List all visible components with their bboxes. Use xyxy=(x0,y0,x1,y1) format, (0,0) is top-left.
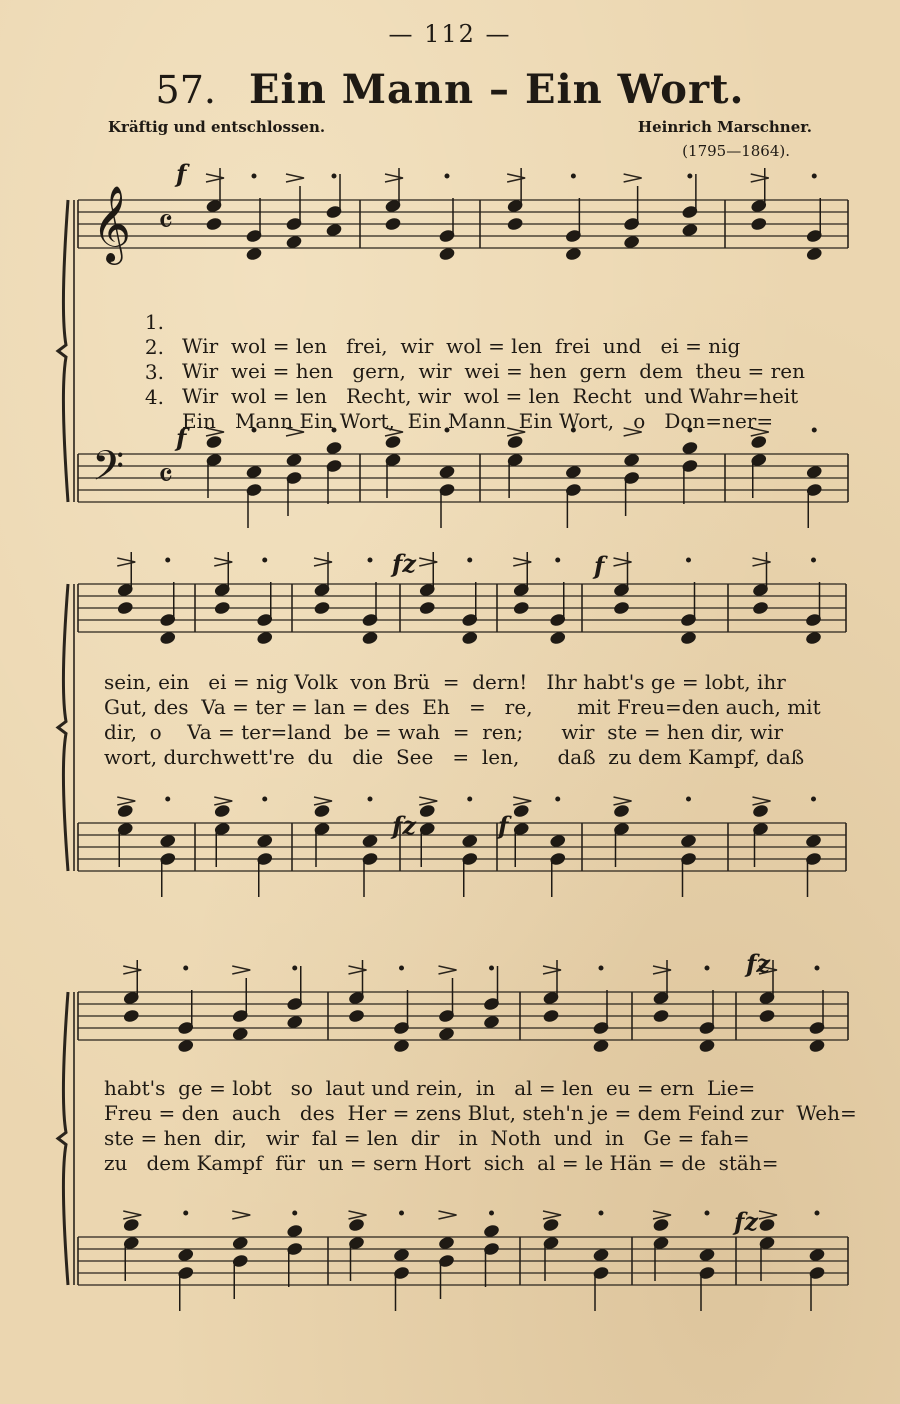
common-time-icon: 𝄴 xyxy=(158,456,174,496)
note-head xyxy=(362,834,379,848)
accent-mark xyxy=(653,1211,671,1219)
note-head xyxy=(461,834,478,848)
note-head xyxy=(806,247,823,261)
accent-mark xyxy=(624,174,642,182)
dynamic-marking: f xyxy=(498,811,509,840)
accent-mark xyxy=(419,797,437,805)
note-head xyxy=(385,435,402,449)
note-head xyxy=(507,435,524,449)
staccato-dot xyxy=(812,428,816,432)
lyric-text: sein, ein ei = nig Volk von Brü = dern! Ihr habt's ge = lobt, ihr xyxy=(104,670,786,694)
note-head xyxy=(348,1009,365,1023)
note-head xyxy=(326,223,343,237)
note-head xyxy=(623,453,640,467)
brace xyxy=(58,992,68,1285)
song-number: 57. xyxy=(155,68,216,112)
note-head xyxy=(653,1218,670,1232)
staccato-dot xyxy=(815,1211,819,1215)
note-head xyxy=(809,1039,826,1053)
note-head xyxy=(483,1015,500,1029)
accent-mark xyxy=(286,174,304,182)
note-head xyxy=(680,631,697,645)
accent-mark xyxy=(232,1211,250,1219)
accent-mark xyxy=(385,174,403,182)
accent-mark xyxy=(753,797,771,805)
note-head xyxy=(159,834,176,848)
staccato-dot xyxy=(705,1211,709,1215)
lyric-line xyxy=(96,286,856,358)
staccato-dot xyxy=(556,797,560,801)
accent-mark xyxy=(751,174,769,182)
accent-mark xyxy=(314,558,332,566)
staccato-dot xyxy=(815,966,819,970)
accent-mark xyxy=(439,1211,457,1219)
staccato-dot xyxy=(571,174,575,178)
verse-text: Ein Mann Ein Wort, Ein Mann Ein Wort, o Don=ner= xyxy=(182,409,774,433)
note-head xyxy=(623,235,640,249)
accent-mark xyxy=(206,174,224,182)
accent-mark xyxy=(349,1211,367,1219)
staccato-dot xyxy=(166,797,170,801)
note-head xyxy=(348,1218,365,1232)
staccato-dot xyxy=(490,966,494,970)
note-head xyxy=(565,465,582,479)
note-head xyxy=(362,631,379,645)
staccato-dot xyxy=(184,966,188,970)
verse-number: 3. xyxy=(144,360,164,384)
note-head xyxy=(393,1248,410,1262)
lyric-text: Freu = den auch des Her = zens Blut, steh'n je = dem Feind zur Weh= xyxy=(104,1101,857,1125)
note-head xyxy=(806,465,823,479)
note-head xyxy=(438,1236,455,1250)
lyric-text: ste = hen dir, wir fal = len dir in Noth und in Ge = fah= xyxy=(104,1126,750,1150)
note-head xyxy=(439,247,456,261)
accent-mark xyxy=(653,966,671,974)
accent-mark xyxy=(543,1211,561,1219)
note-head xyxy=(256,834,273,848)
note-head xyxy=(393,1039,410,1053)
lyric-text: dir, o Va = ter=land be = wah = ren; wir ste = hen dir, wir xyxy=(104,720,784,744)
accent-mark xyxy=(513,558,531,566)
note-head xyxy=(507,217,524,231)
note-head xyxy=(752,601,769,615)
composer-name: Heinrich Marschner. xyxy=(637,118,812,136)
song-title: Ein Mann – Ein Wort. xyxy=(249,66,745,113)
note-head xyxy=(483,1224,500,1238)
verse-text: Wir wol = len Recht, wir wol = len Recht und Wahr=heit xyxy=(182,384,799,408)
accent-mark xyxy=(314,797,332,805)
accent-mark xyxy=(419,558,437,566)
lyric-text: wort, durchwett're du die See = len, daß zu dem Kampf, daß xyxy=(104,745,805,769)
lyrics-system-3 xyxy=(96,1076,856,1176)
note-head xyxy=(513,601,530,615)
note-head xyxy=(314,804,331,818)
note-head xyxy=(613,601,630,615)
staccato-dot xyxy=(812,797,816,801)
note-head xyxy=(593,1248,610,1262)
accent-mark xyxy=(117,797,135,805)
tempo-marking: Kräftig und entschlossen. xyxy=(108,118,326,136)
staccato-dot xyxy=(445,174,449,178)
note-head xyxy=(750,217,767,231)
note-head xyxy=(543,1218,560,1232)
accent-mark xyxy=(439,966,457,974)
lyric-line xyxy=(96,745,856,770)
note-head xyxy=(613,804,630,818)
lyric-text: zu dem Kampf für un = sern Hort sich al = le Hän = de stäh= xyxy=(104,1151,779,1175)
note-head xyxy=(419,601,436,615)
note-head xyxy=(123,1009,140,1023)
dynamic-marking: f xyxy=(594,551,605,580)
accent-mark xyxy=(507,174,525,182)
note-head xyxy=(214,804,231,818)
note-head xyxy=(286,453,303,467)
verse-number: 4. xyxy=(144,385,164,409)
staccato-dot xyxy=(400,966,404,970)
staccato-dot xyxy=(490,1211,494,1215)
accent-mark xyxy=(117,558,135,566)
staccato-dot xyxy=(293,1211,297,1215)
lyric-line xyxy=(96,670,856,695)
staccato-dot xyxy=(368,797,372,801)
note-head xyxy=(461,631,478,645)
note-head xyxy=(123,1218,140,1232)
note-head xyxy=(326,441,343,455)
staccato-dot xyxy=(368,558,372,562)
staccato-dot xyxy=(293,966,297,970)
note-head xyxy=(232,1027,249,1041)
note-head xyxy=(286,1015,303,1029)
dynamic-marking: fz xyxy=(392,549,416,578)
accent-mark xyxy=(232,966,250,974)
accent-mark xyxy=(614,558,632,566)
staccato-dot xyxy=(184,1211,188,1215)
accent-mark xyxy=(214,558,232,566)
note-head xyxy=(699,1039,716,1053)
note-head xyxy=(177,1248,194,1262)
dynamic-marking: fz xyxy=(746,949,770,978)
accent-mark xyxy=(214,797,232,805)
note-head xyxy=(565,247,582,261)
note-head xyxy=(513,804,530,818)
staccato-dot xyxy=(687,558,691,562)
note-head xyxy=(809,1248,826,1262)
dynamic-marking: fz xyxy=(734,1207,758,1236)
note-head xyxy=(419,804,436,818)
dynamic-marking: fz xyxy=(392,811,416,840)
composer-dates: (1795—1864). xyxy=(682,142,790,160)
lyric-line xyxy=(96,1126,856,1151)
note-head xyxy=(439,465,456,479)
accent-mark xyxy=(123,966,141,974)
verse-number: 1. xyxy=(144,310,164,334)
staccato-dot xyxy=(556,558,560,562)
lyric-line xyxy=(96,1076,856,1101)
lyric-line xyxy=(96,1101,856,1126)
dynamic-marking: f xyxy=(176,423,187,452)
staccato-dot xyxy=(687,797,691,801)
brace xyxy=(58,200,68,502)
note-head xyxy=(682,441,699,455)
verse-text: Wir wol = len frei, wir wol = len frei und ei = nig xyxy=(182,334,741,358)
lyric-line xyxy=(96,720,856,745)
note-head xyxy=(286,235,303,249)
note-head xyxy=(549,631,566,645)
note-head xyxy=(246,465,263,479)
staccato-dot xyxy=(688,174,692,178)
accent-mark xyxy=(753,558,771,566)
common-time-icon: 𝄴 xyxy=(158,202,174,242)
note-head xyxy=(117,804,134,818)
accent-mark xyxy=(759,1211,777,1219)
note-head xyxy=(246,247,263,261)
lyric-line xyxy=(96,695,856,720)
note-head xyxy=(759,1009,776,1023)
staccato-dot xyxy=(166,558,170,562)
note-head xyxy=(117,601,134,615)
note-head xyxy=(699,1248,716,1262)
lyrics-system-2 xyxy=(96,670,856,770)
lyrics-system-1 xyxy=(96,286,856,433)
staccato-dot xyxy=(812,174,816,178)
accent-mark xyxy=(543,966,561,974)
staccato-dot xyxy=(468,558,472,562)
note-head xyxy=(653,1009,670,1023)
verse-number: 2. xyxy=(144,335,164,359)
staccato-dot xyxy=(252,174,256,178)
staccato-dot xyxy=(599,966,603,970)
accent-mark xyxy=(513,797,531,805)
lyric-text: habt's ge = lobt so laut und rein, in al = len eu = ern Lie= xyxy=(104,1076,756,1100)
note-head xyxy=(214,601,231,615)
staccato-dot xyxy=(468,797,472,801)
note-head xyxy=(750,435,767,449)
note-head xyxy=(286,1224,303,1238)
bass-clef-icon: 𝄢 xyxy=(92,442,125,500)
note-head xyxy=(256,631,273,645)
note-head xyxy=(805,834,822,848)
staccato-dot xyxy=(263,797,267,801)
note-head xyxy=(206,217,223,231)
note-head xyxy=(593,1039,610,1053)
staccato-dot xyxy=(332,174,336,178)
note-head xyxy=(232,1236,249,1250)
note-head xyxy=(680,834,697,848)
note-head xyxy=(385,217,402,231)
note-head xyxy=(314,601,331,615)
note-head xyxy=(206,435,223,449)
note-head xyxy=(549,834,566,848)
accent-mark xyxy=(614,797,632,805)
note-head xyxy=(438,1027,455,1041)
accent-mark xyxy=(123,1211,141,1219)
brace xyxy=(58,584,68,871)
staccato-dot xyxy=(400,1211,404,1215)
staccato-dot xyxy=(599,1211,603,1215)
lyric-text: Gut, des Va = ter = lan = des Eh = re, mit Freu=den auch, mit xyxy=(104,695,821,719)
note-head xyxy=(752,804,769,818)
page-number: — 112 — xyxy=(388,20,512,48)
note-head xyxy=(159,631,176,645)
staccato-dot xyxy=(263,558,267,562)
note-head xyxy=(543,1009,560,1023)
treble-clef-icon: 𝄞 xyxy=(92,185,132,262)
verse-text: Wir wei = hen gern, wir wei = hen gern dem theu = ren xyxy=(182,359,805,383)
note-head xyxy=(682,223,699,237)
note-head xyxy=(805,631,822,645)
note-head xyxy=(759,1218,776,1232)
staccato-dot xyxy=(705,966,709,970)
note-head xyxy=(177,1039,194,1053)
dynamic-marking: f xyxy=(176,159,187,188)
staccato-dot xyxy=(812,558,816,562)
accent-mark xyxy=(349,966,367,974)
lyric-line xyxy=(96,1151,856,1176)
